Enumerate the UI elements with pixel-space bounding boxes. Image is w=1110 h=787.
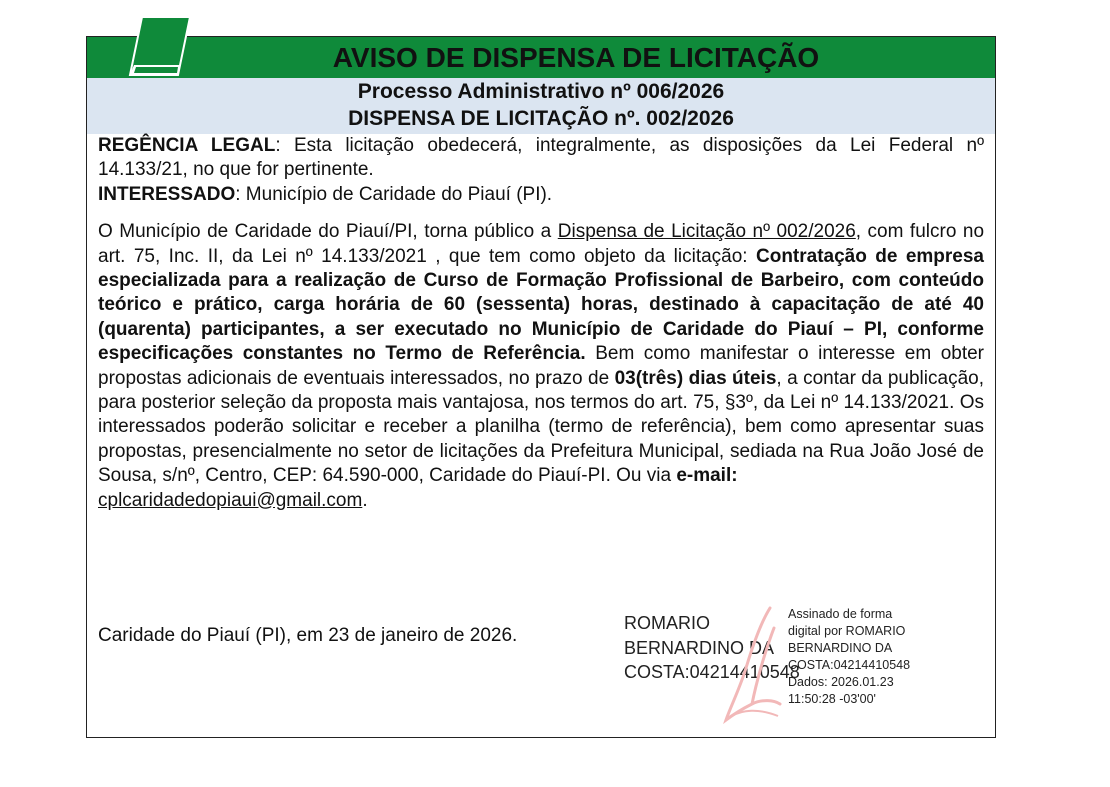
main-text-b: , com fulcro no art. 75, Inc. II, da Lei nº 14.133/2021 , que tem como objeto da licitação: [98, 221, 985, 267]
interessado-label: INTERESSADO [98, 183, 236, 205]
main-text-a: O Município de Caridade do Piauí/PI, torna público a [98, 221, 558, 243]
dispensa-link[interactable]: Dispensa de Licitação nº 002/2026 [557, 221, 856, 243]
sig-line: COSTA:04214410548 [788, 658, 911, 672]
main-text-d: , a contar da publicação, para posterior seleção da proposta mais vantajosa, nos termos do art. 75, §3º, da Lei nº 14.133/2021. Os interessados poderão solicitar e receber a planilha (termo de referência), bem como apresentar suas propostas, presencialmente no setor de licitações da Prefeitura Municipal, sediada na Rua João José de Sousa, s/nº, Centro, CEP: 64.590-000, Caridade do Piauí-PI. Ou via [98, 367, 984, 487]
regencia-paragraph [98, 134, 984, 183]
dispensa-number: DISPENSA DE LICITAÇÃO nº. 002/2026 [348, 107, 734, 130]
sig-line: BERNARDINO DA [788, 641, 893, 655]
object-text: Contratação de empresa especializada para a realização de Curso de Formação Profissional de Barbeiro, com conteúdo teórico e prático, carga horária de 60 (sessenta) horas, destinado à capacitação de até 40 (quarenta) participantes, a ser executado no Município de Caridade do Piauí – PI, conforme especificações constantes no Termo de Referência. [98, 245, 984, 365]
sig-line: Assinado de forma [788, 607, 893, 621]
process-number: Processo Administrativo nº 006/2026 [357, 80, 725, 103]
main-paragraph [98, 220, 984, 513]
page-title: AVISO DE DISPENSA DE LICITAÇÃO [332, 42, 820, 73]
regencia-text: : Esta licitação obedecerá, integralmente, as disposições da Lei Federal nº 14.133/21, no que for pertinente. [98, 135, 985, 181]
sig-line: digital por ROMARIO [788, 624, 906, 638]
notice-body [98, 134, 984, 513]
date-line: Caridade do Piauí (PI), em 23 de janeiro de 2026. [98, 625, 518, 646]
sig-line: Dados: 2026.01.23 [788, 675, 894, 689]
digital-signature-info [788, 606, 978, 708]
main-text-end: . [362, 489, 368, 511]
main-text-c: Bem como manifestar o interesse em obter propostas adicionais de eventuais interessados, no prazo de [98, 343, 985, 389]
deadline-text: 03(três) dias úteis [614, 367, 777, 389]
email-link[interactable]: cplcaridadedopiaui@gmail.com [98, 489, 363, 511]
email-label: e-mail: [676, 465, 738, 487]
signature-mark-icon [722, 604, 784, 724]
signer-name: ROMARIO BERNARDINO DA COSTA:04214410548 [624, 613, 800, 682]
interessado-paragraph [98, 183, 984, 207]
sig-line: 11:50:28 -03'00' [788, 692, 876, 706]
interessado-text: : Município de Caridade do Piauí (PI). [235, 183, 553, 205]
regencia-label: REGÊNCIA LEGAL [98, 135, 276, 156]
